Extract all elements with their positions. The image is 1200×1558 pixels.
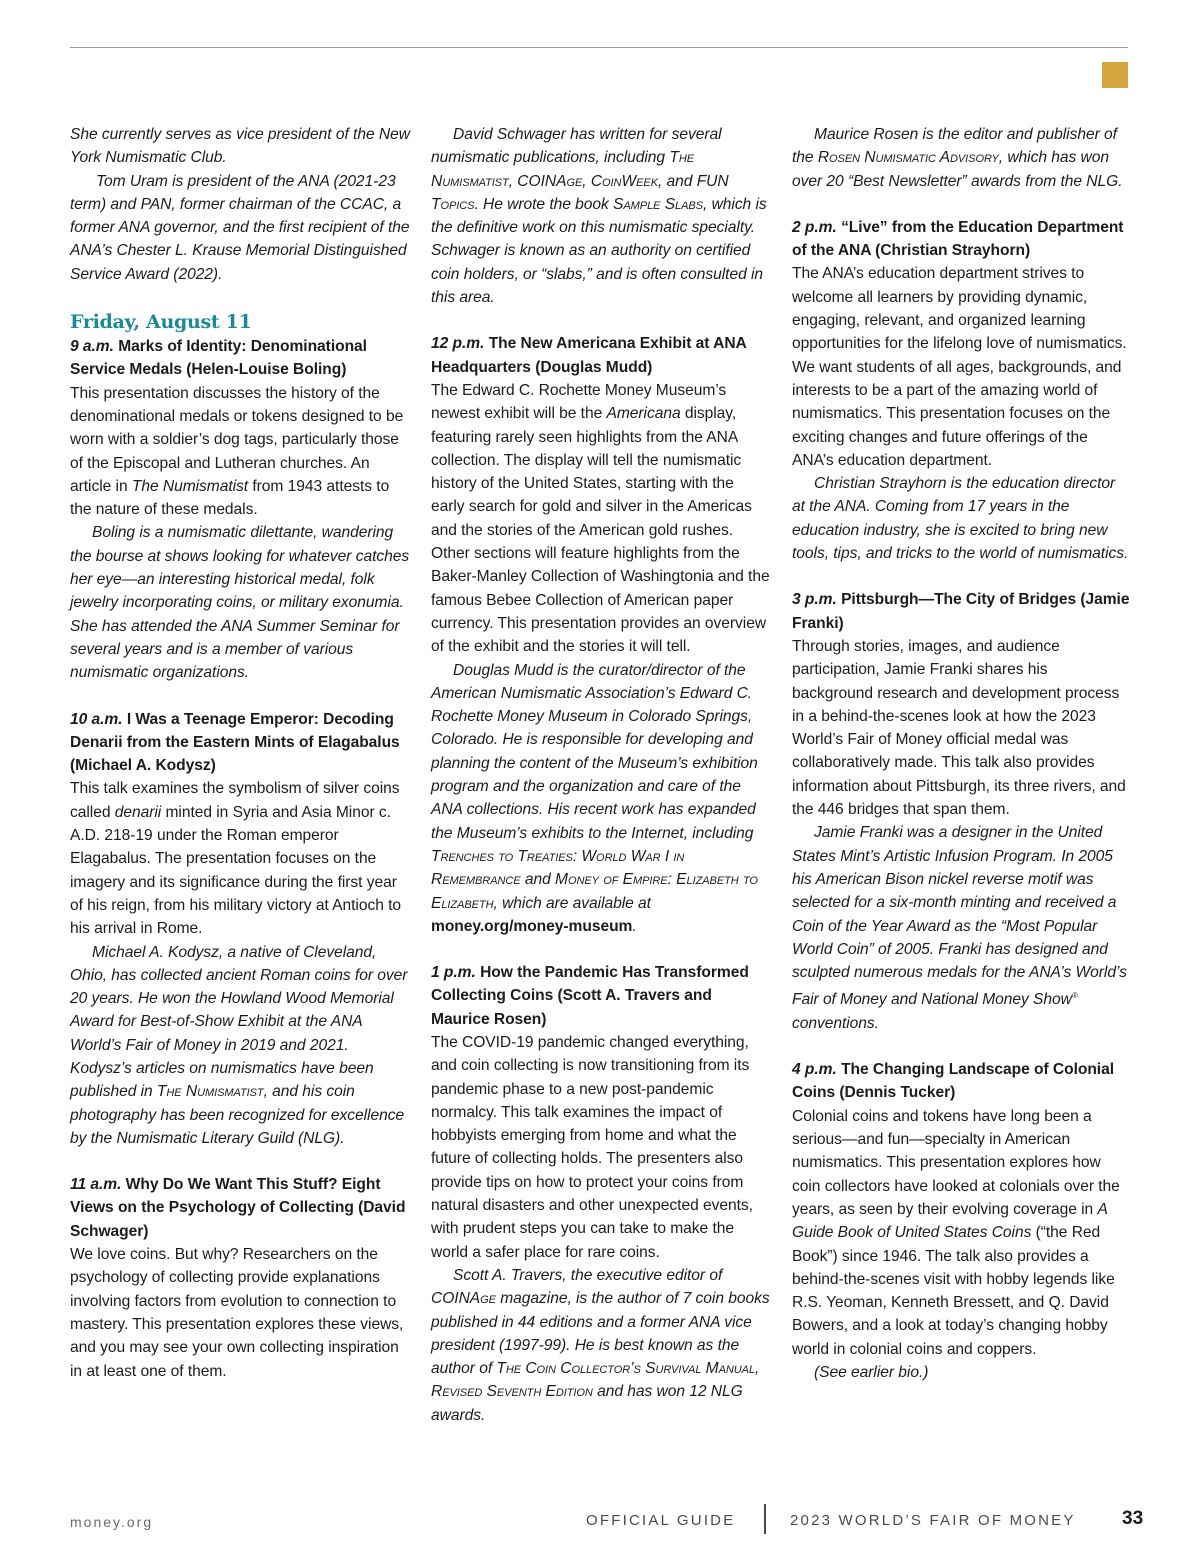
speaker-bio: Boling is a numismatic dilettante, wandering the bourse at shows looking for whatever catches her eye—an interesting historical medal, folk jewelry incorporating coins, or military exonumia. She has attended the ANA Summer Seminar for several years and is a member of various numismatic organizations. [70,524,410,682]
session-time: 10 a.m. [70,710,123,728]
session-heading [792,1058,1132,1105]
session-time: 1 p.m. [431,964,476,982]
page-number: 33 [1122,1508,1144,1529]
session-title: Pittsburgh—The City of Bridges (Jamie Franki) [792,591,1130,632]
session-description: The COVID-19 pandemic changed everything, and coin collecting is now transitioning from its pandemic phase to a new post-pandemic normalcy. This talk examines the impact of hobbyists emerging from home and what the future of collecting holds. The presenters also provide tips on how to protect your coins from natural disasters and other unexpected events, with prudent steps you can take to make the world a safer place for rare coins. [431,1033,753,1261]
day-heading: Friday, August 11 [70,311,252,334]
top-rule [70,47,1128,48]
session-time: 11 a.m. [70,1176,122,1194]
session-time: 9 a.m. [70,338,114,356]
session-time: 4 p.m. [792,1061,837,1079]
session-heading [792,588,1132,635]
session-description: Colonial coins and tokens have long been a serious—and fun—specialty in American numismatics. This presentation explores how coin collectors have looked at colonials over the years, as seen by their evolving coverage in A Guide Book of United States Coins (“the Red Book”) since 1946. The talk also provides a behind-the-scenes visit with hobby legends like R.S. Yeoman, Kenneth Bressett, and Q. David Bowers, and a look at today’s changing hobby world in colonial coins and coppers. [792,1107,1120,1358]
session-title: “Live” from the Education Department of the ANA (Christian Strayhorn) [792,218,1124,260]
speaker-bio: Douglas Mudd is the curator/director of the American Numismatic Association’s Edward C. Rochette Money Museum in Colorado Springs, Colorado. He is responsible for developing and planning the content of the Museum’s exhibition program and the organization and care of the ANA collections. His recent work has expanded the Museum’s exhibits to the Internet, including Trenches to Treaties: World War I in Remembrance and Money of Empire: Elizabeth to Elizabeth, which are available at money.org/money-museum. [431,661,758,935]
session-description: Through stories, images, and audience participation, Jamie Franki shares his background research and development process in a behind-the-scenes look at how the 2023 World’s Fair of Money official medal was collaboratively made. This talk also provides information about Pittsburgh, its three rivers, and the 446 bridges that span them. [792,637,1126,819]
session-title: I Was a Teenage Emperor: Decoding Denarii from the Eastern Mints of Elagabalus (Michael A. Kodysz) [70,710,400,775]
session-title: Why Do We Want This Stuff? Eight Views on the Psychology of Collecting (David Schwager) [70,1176,406,1240]
footer-divider [764,1504,766,1534]
session-heading [792,216,1132,263]
session-title: How the Pandemic Has Transformed Collecting Coins (Scott A. Travers and Maurice Rosen) [431,964,749,1028]
session-title: The New Americana Exhibit at ANA Headquarters (Douglas Mudd) [431,335,747,376]
session-heading [70,335,410,382]
session-heading [431,332,771,379]
speaker-bio: Maurice Rosen is the editor and publisher of the Rosen Numismatic Advisory, which has won over 20 “Best Newsletter” awards from the NLG. [792,126,1123,190]
bio-paragraph: She currently serves as vice president of the New York Numismatic Club. [70,126,410,167]
column-1 [70,123,410,1383]
session-time: 12 p.m. [431,335,485,353]
speaker-bio: Christian Strayhorn is the education director at the ANA. Coming from 17 years in the education industry, she is excited to bring new tools, tips, and tricks to the world of numismatics. [792,475,1129,563]
section-marker [1102,62,1128,88]
column-2 [431,123,771,1427]
speaker-bio: Michael A. Kodysz, a native of Cleveland, Ohio, has collected ancient Roman coins for over 20 years. He won the Howland Wood Memorial Award for Best-of-Show Exhibit at the ANA World’s Fair of Money in 2019 and 2021. Kodysz’s articles on numismatics have been published in The Numismatist, and his coin photography has been recognized for excellence by the Numismatic Literary Guild (NLG). [70,943,408,1147]
speaker-bio: Jamie Franki was a designer in the United States Mint’s Artistic Infusion Program. In 2005 his American Bison nickel reverse motif was selected for a six-month minting and received a Coin of the Year Award as the “Most Popular World Coin” of 2005. Franki has designed and sculpted numerous medals for the ANA’s World’s Fair of Money and National Money Show® conventions. [792,824,1127,1032]
museum-link[interactable]: money.org/money-museum [431,917,633,935]
session-description: This talk examines the symbolism of silver coins called denarii minted in Syria and Asia Minor c. A.D. 218-19 under the Roman emperor Elagabalus. The presentation focuses on the imagery and its significance during the first year of his reign, from his military victory at Antioch to his arrival in Rome. [70,780,402,938]
session-heading [70,1173,410,1243]
footer-event: 2023 WORLD’S FAIR OF MONEY [790,1512,1076,1529]
speaker-bio: (See earlier bio.) [814,1364,929,1382]
session-time: 2 p.m. [792,218,837,236]
column-3 [792,123,1132,1384]
session-description: We love coins. But why? Researchers on the psychology of collecting provide explanations involving factors from evolution to connection to mastery. This presentation explores these views, and you may see your own collecting inspiration in at least one of them. [70,1246,404,1380]
session-description: The Edward C. Rochette Money Museum’s newest exhibit will be the Americana display, featuring rarely seen highlights from the ANA collection. The display will tell the numismatic history of the United States, starting with the early search for gold and silver in the Americas and the stories of the American gold rushes. Other sections will feature highlights from the Baker-Manley Collection of Washingtonia and the famous Bebee Collection of American paper currency. This presentation provides an overview of the exhibit and the stories it will tell. [431,381,770,656]
session-description: The ANA’s education department strives to welcome all learners by providing dynamic, engaging, relevant, and organized learning opportunities for the lifelong love of numismatics. We want students of all ages, backgrounds, and interests to be a part of the amazing world of numismatics. This presentation focuses on the exciting changes and future offerings of the ANA’s education department. [792,265,1127,469]
footer-site[interactable]: money.org [70,1514,154,1530]
session-title: Marks of Identity: Denominational Service Medals (Helen-Louise Boling) [70,338,367,379]
speaker-bio: Scott A. Travers, the executive editor of COINAge magazine, is the author of 7 coin books published in 44 editions and a former ANA vice president (1997-99). He is best known as the author of The Coin Collector’s Survival Manual, Revised Seventh Edition and has won 12 NLG awards. [431,1266,770,1424]
footer-guide: OFFICIAL GUIDE [586,1512,736,1529]
session-heading [70,708,410,778]
bio-paragraph-uram: Tom Uram is president of the ANA (2021-23 term) and PAN, former chairman of the CCAC, a former ANA governor, and the first recipient of the ANA’s Chester L. Krause Memorial Distinguished Service Award (2022). [70,172,410,283]
session-title: The Changing Landscape of Colonial Coins (Dennis Tucker) [792,1061,1114,1102]
session-description: This presentation discusses the history of the denominational medals or tokens designed to be worn with a soldier’s dog tags, particularly those of the Episcopal and Lutheran churches. An article in The Numismatist from 1943 attests to the nature of these medals. [70,384,404,519]
session-heading [431,961,771,1031]
speaker-bio: David Schwager has written for several numismatic publications, including The Numismatist, COINAge, CoinWeek, and FUN Topics. He wrote the book Sample Slabs, which is the definitive work on this numismatic specialty. Schwager is known as an authority on certified coin holders, or “slabs,” and is often consulted in this area. [431,126,767,307]
session-time: 3 p.m. [792,591,837,609]
